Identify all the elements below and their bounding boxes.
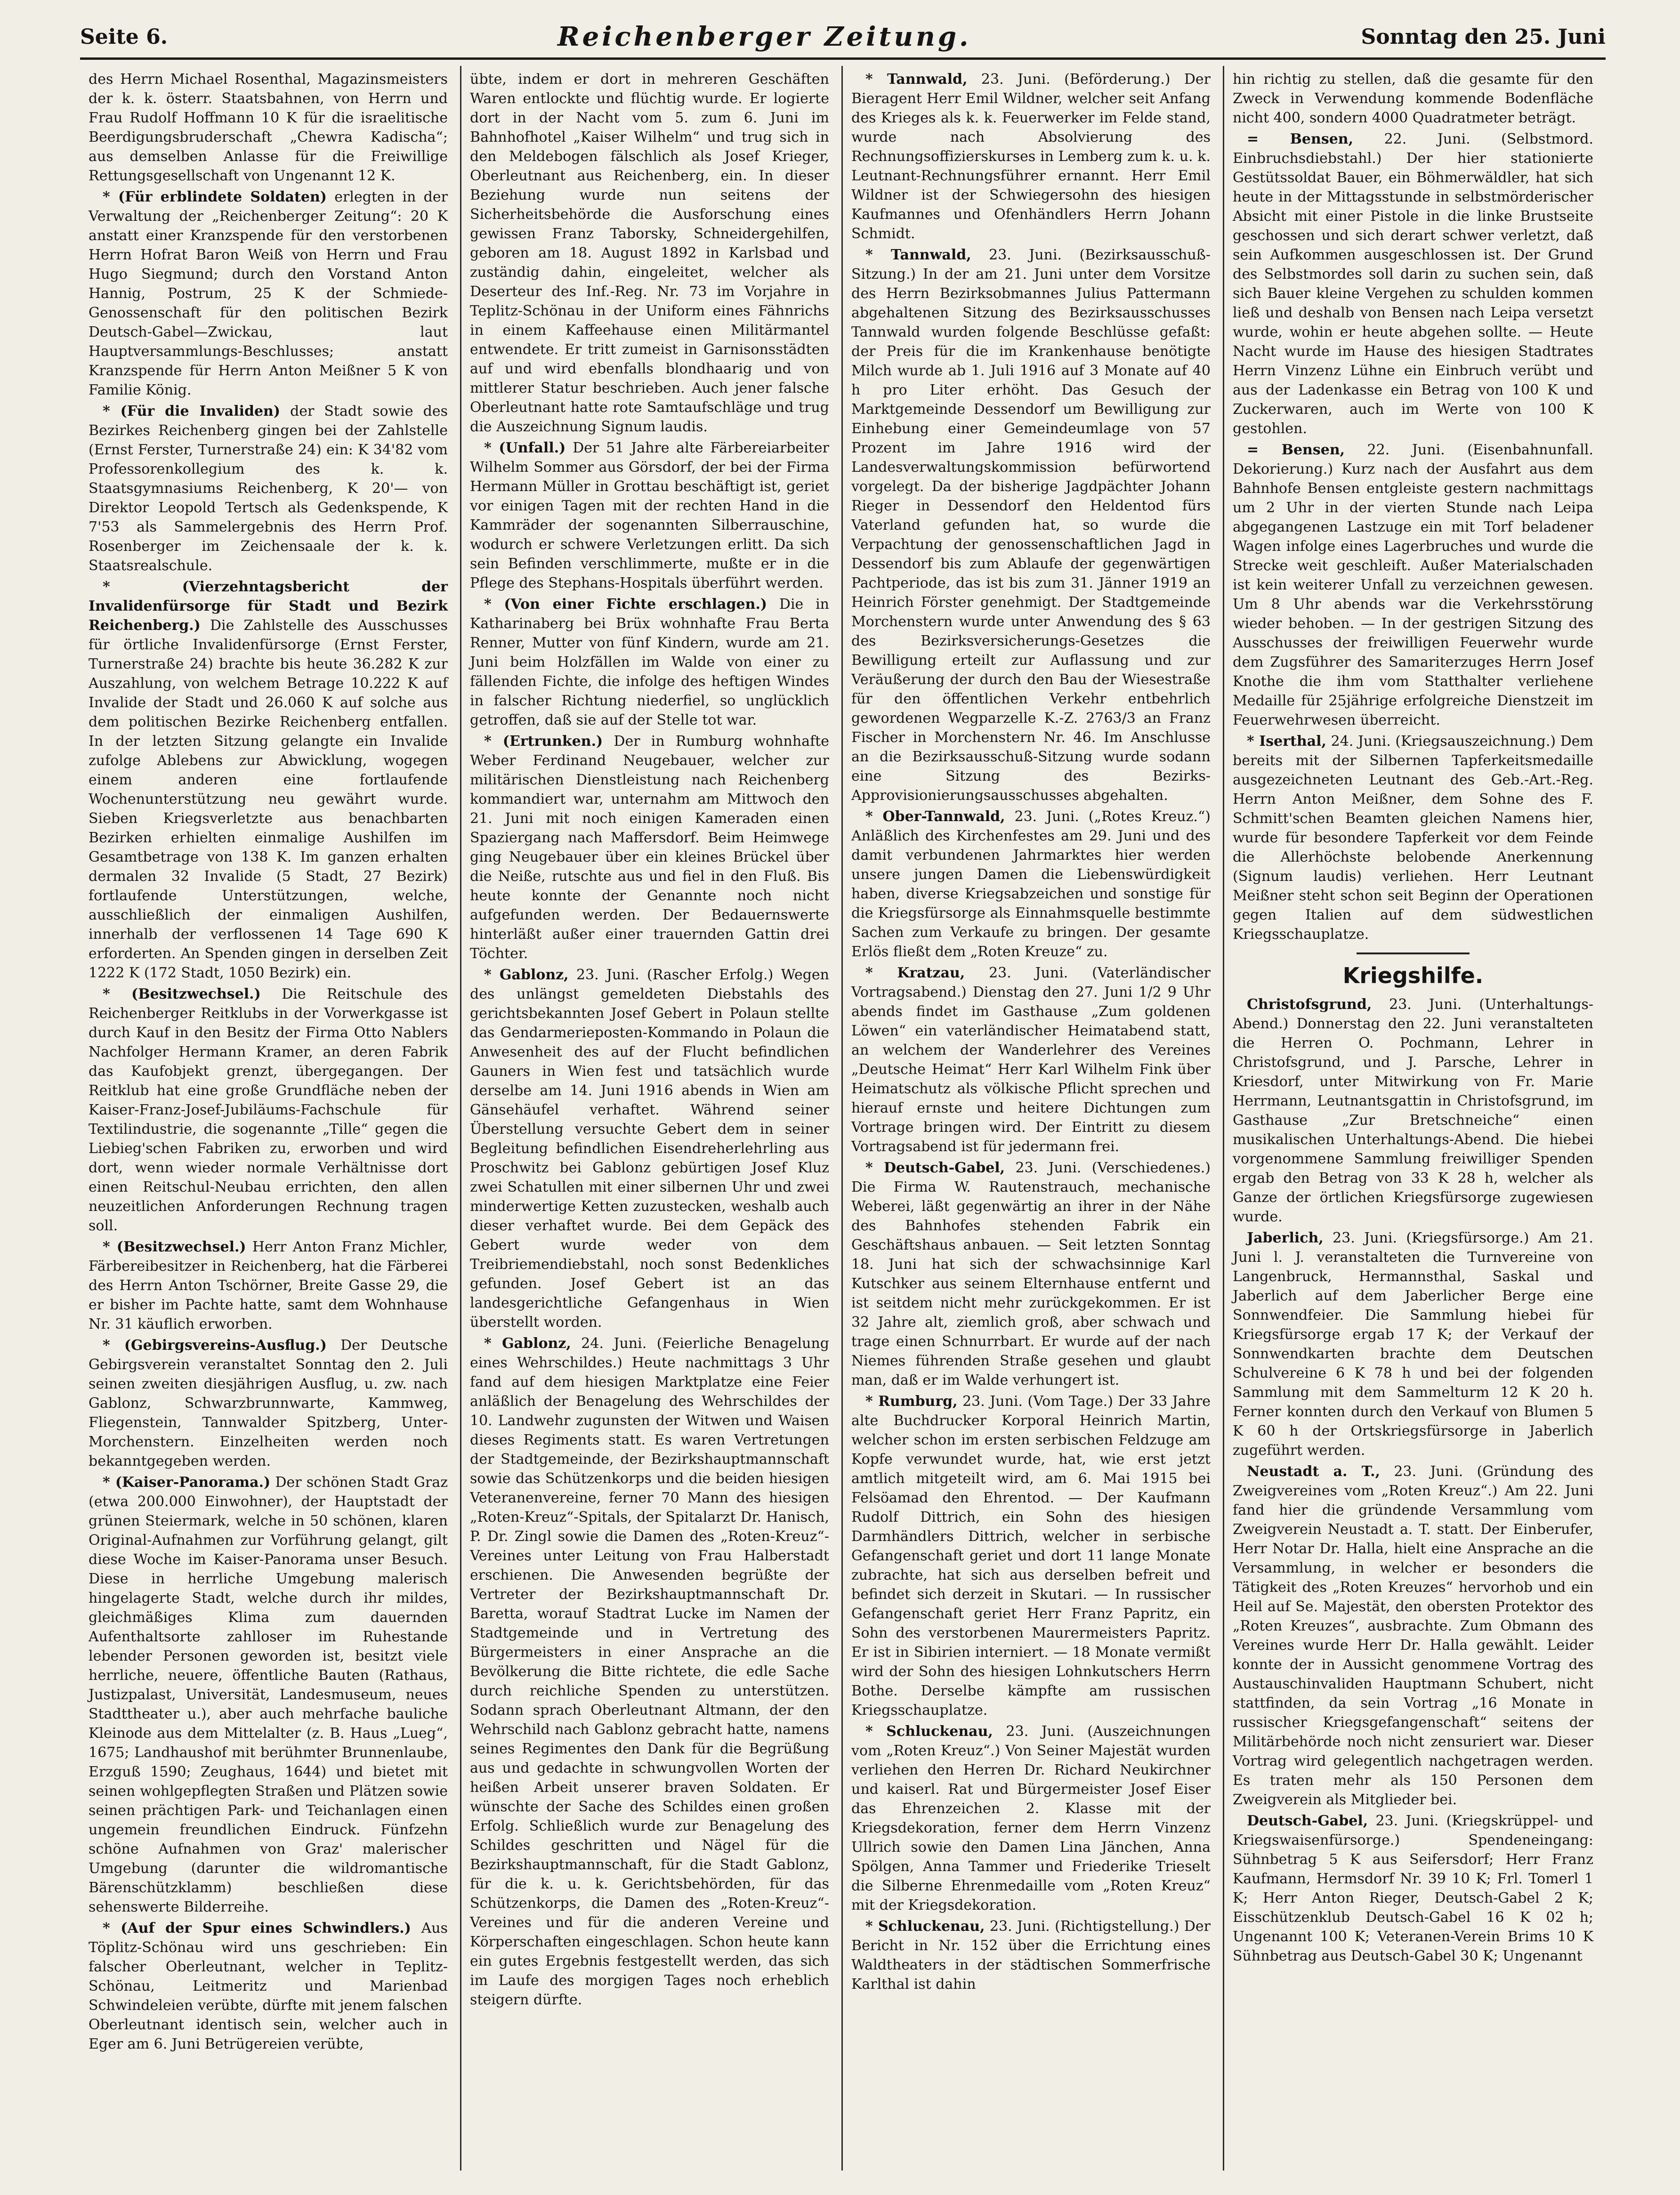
article-text: erlegten in der Verwaltung der „Reichenberger Zeitung“: 20 K anstatt einer Kranzspende für den verstorbenen Herrn Hofrat Baron Weiß von Herrn und Frau Hugo Siegmund; durch den Vorstand Anton Hannig, Postrum, 25 K der Schmiede-Genossenschaft für den politischen Bezirk Deutsch-Gabel—Zwickau, laut Hauptversammlungs-Beschlusses; anstatt Kranzspende für Herrn Anton Meißner 5 K von Familie König. bbox=[89, 189, 448, 398]
article-text: 23. Juni. (Kriegsfürsorge.) Am 21. Juni l. J. veranstalteten die Turnvereine von Langenbruck, Hermannsthal, Saskal und Jaberlich auf dem Jaberlicher Berge eine Sonnwendfeier. Die Sammlung hiebei für Kriegsfürsorge ergab 17 K; der Verkauf der Sonnwendkarten brachte dem Deutschen Schulvereine 6 K 78 h und bei der folgenden Sammlung mit dem Sammelturm 12 K 20 h. Ferner konnten durch den Verkauf von Blumen 5 K 60 h der Ortskriegsfürsorge in Jaberlich zugeführt werden. bbox=[1233, 1230, 1593, 1459]
article-text: Der 51 Jahre alte Färbereiarbeiter Wilhelm Sommer aus Görsdorf, der bei der Firma Hermann Müller in Grottau beschäftigt ist, geriet vor einigen Tagen mit der rechten Hand in die Kammräder der sogenannten Silberrauschine, wodurch er schwere Verletzungen erlitt. Da sich sein Befinden verschlimmerte, mußte er in die Pflege des Stephans-Hospitals überführt werden. bbox=[470, 440, 830, 591]
article-paragraph bbox=[851, 245, 1211, 805]
article-heading: * Kratzau, bbox=[865, 965, 965, 981]
article-paragraph bbox=[89, 187, 448, 400]
article-heading: * Gablonz, bbox=[484, 967, 569, 983]
article-text: Aus Töplitz-Schönau wird uns geschrieben: Ein falscher Oberleutnant, welcher in Teplitz-Schönau, Leitmeritz und Marienbad Schwindeleien verübte, dürfte mit jenem falschen Oberleutnant identisch sein, welcher auch in Eger am 6. Juni Betrügereien verübte, bbox=[89, 1920, 448, 2052]
article-text: 23. Juni. (Rascher Erfolg.) Wegen des unlängst gemeldeten Diebstahls des gerichtsbekannten Josef Gebert in Polaun stellte das Gendarmerieposten-Kommando in Polaun die Anwesenheit des auf der Flucht befindlichen Gauners in Wien fest und tatsächlich wurde derselbe am 14. Juni 1916 abends in Wien am Gänsehäufel verhaftet. Während seiner Überstellung versuchte Gebert dem in seiner Begleitung befindlichen Eisendreherlehrling aus Proschwitz bei Gablonz gebürtigen Josef Kluz zwei Schatullen mit einer silbernen Uhr und zwei minderwertige Ketten zuzustecken, weshalb auch dieser verhaftet wurde. Bei dem Gepäck des Gebert wurde weder von dem Treibriemendiebstahl, noch sonst Bedenkliches gefunden. Josef Gebert ist an das landesgerichtliche Gefangenhaus in Wien überstellt worden. bbox=[470, 967, 830, 1331]
article-text: 24. Juni. (Kriegsauszeichnung.) Dem bereits mit der Silbernen Tapferkeitsmedaille ausgezeichneten Leutnant des Geb.-Art.-Reg. Herrn Anton Meißner, dem Sohne des F. Schmitt'schen Beamten gleichen Namens hier, wurde für besondere Tapferkeit vor dem Feinde die Allerhöchste belobende Anerkennung (Signum laudis) verliehen. Herr Leutnant Meißner steht schon seit Beginn der Operationen gegen Italien auf dem südwestlichen Kriegsschauplatze. bbox=[1233, 733, 1593, 943]
article-paragraph bbox=[851, 963, 1211, 1156]
article-paragraph bbox=[1233, 70, 1593, 128]
article-text: 22. Juni. (Eisenbahnunfall. Dekorierung.) Kurz nach der Ausfahrt aus dem Bahnhofe Bensen entgleiste gestern nachmittags um 2 Uhr in der vierten Stunde nach Leipa abgegangenen Lastzuge ein mit Torf beladener Wagen infolge eines Lagerbruches und wurde die Strecke weit geschleift. Außer Materialschaden ist kein weiterer Unfall zu verzeichnen gewesen. Um 8 Uhr abends war die Verkehrsstörung wieder behoben. — In der gestrigen Sitzung des Ausschusses der freiwilligen Feuerwehr wurde dem Zugsführer des Samariterzuges Herrn Josef Knothe die ihm vom Statthalter verliehene Medaille für 25jährige erfolgreiche Dienstzeit im Feuerwehrwesen überreicht. bbox=[1233, 442, 1593, 728]
article-heading: * Tannwald, bbox=[865, 247, 971, 263]
article-text: 23. Juni. (Auszeichnungen vom „Roten Kreuz“.) Von Seiner Majestät wurden verliehen den Herren Dr. Richard Neukirchner und kaiserl. Rat und Bürgermeister Josef Eiser das Ehrenzeichen 2. Klasse mit der Kriegsdekoration, ferner dem Herrn Vinzenz Ullrich sowie den Damen Lina Jänchen, Anna Spölgen, Anna Tammer und Friederike Trieselt die Silberne Ehrenmedaille vom „Roten Kreuz“ mit der Kriegsdekoration. bbox=[851, 1723, 1211, 1913]
article-text: übte, indem er dort in mehreren Geschäften Waren entlockte und flüchtig wurde. Er logierte dort in der Nacht vom 5. zum 6. Juni im Bahnhofhotel „Kaiser Wilhelm“ und trug sich in den Meldebogen fälschlich als Josef Krieger, Oberleutnant aus Reichenberg, ein. In dieser Beziehung wurde nun seitens der Sicherheitsbehörde die Ausforschung eines gewissen Franz Taborsky, Schneidergehilfen, geboren am 18. August 1892 in Karlsbad und zuständig dahin, eingeleitet, welcher als Deserteur des Inf.-Reg. Nr. 73 im Vorjahre in Teplitz-Schönau in der Uniform eines Fähnrichs in einem Kaffeehause einen Militärmantel entwendete. Er tritt zumeist in Garnisonsstädten auf und wird ebenfalls blondhaarig und von mittlerer Statur beschrieben. Auch jener falsche Oberleutnant hatte rote Samtaufschläge und trug die Auszeichnung Signum laudis. bbox=[470, 71, 829, 435]
issue-date: Sonntag den 25. Juni bbox=[1361, 24, 1606, 49]
newspaper-title: Reichenberger Zeitung. bbox=[557, 21, 971, 52]
article-paragraph bbox=[470, 1334, 829, 2009]
article-heading: Deutsch-Gabel, bbox=[1247, 1813, 1368, 1829]
article-paragraph bbox=[1233, 440, 1593, 730]
article-paragraph bbox=[851, 1722, 1211, 1915]
article-text: des Herrn Michael Rosenthal, Magazinsmeisters der k. k. österr. Staatsbahnen, von Herrn und Frau Rudolf Hoffmann 10 K für die israelitische Beerdigungsbruderschaft „Chewra Kadischa“; aus demselben Anlasse für die Freiwillige Rettungsgesellschaft von Ungenannt 12 K. bbox=[89, 71, 448, 184]
column-4 bbox=[1224, 66, 1606, 2171]
article-paragraph bbox=[470, 70, 829, 436]
article-text: 23. Juni. (Gründung des Zweigvereines vom „Roten Kreuz“.) Am 22. Juni fand hier die gründende Versammlung vom Zweigverein Neustadt a. T. statt. Der Einberufer, Herr Notar Dr. Halla, hielt eine Ansprache an die Versammlung, in welcher er besonders die Tätigkeit des „Roten Kreuzes“ hervorhob und ein Heil auf Se. Majestät, den obersten Protektor des „Roten Kreuzes“, ausbrachte. Zum Obmann des Vereines wurde Herr Dr. Halla gewählt. Leider konnte der in Aussicht genommene Vortrag des Austauschinvaliden Hauptmann Schubert, nicht stattfinden, da sein Vortrag „16 Monate in russischer Kriegsgefangenschaft“ seitens der Militärbehörde noch nicht zensuriert war. Dieser Vortrag wird gelegentlich nachgetragen werden. Es traten mehr als 150 Personen dem Zweigverein als Mitglieder bei. bbox=[1233, 1463, 1593, 1808]
section-separator bbox=[1357, 952, 1470, 954]
article-paragraph bbox=[1233, 1228, 1593, 1460]
article-text: 23. Juni. (Unterhaltungs-Abend.) Donnerstag den 22. Juni veranstalteten die Herren O. Pochmann, Lehrer in Christofsgrund, und J. Parsche, Lehrer in Kriesdorf, unter Mitwirkung von Fr. Marie Herrmann, Leutnantsgattin in Christofsgrund, im Gasthause „Zur Bretschneiche“ einen musikalischen Unterhaltungs-Abend. Die hiebei vorgenommene Sammlung freiwilliger Spenden ergab den Betrag von 33 K 28 h, welcher als Ganze der örtlichen Kriegsfürsorge zugewiesen wurde. bbox=[1233, 996, 1593, 1225]
article-heading: * Iserthal, bbox=[1247, 733, 1326, 750]
article-heading: * (Ertrunken.) bbox=[484, 733, 603, 750]
article-paragraph bbox=[1233, 129, 1593, 438]
article-text: Herr Anton Franz Michler, Färbereibesitzer in Reichenberg, hat die Färberei des Herrn Anton Tschörner, Breite Gasse 29, die er bisher im Pachte hatte, samt dem Wohnhause Nr. 31 käuflich erworben. bbox=[89, 1239, 448, 1332]
article-paragraph bbox=[851, 1917, 1211, 1994]
page-header bbox=[80, 18, 1606, 56]
article-paragraph bbox=[851, 1392, 1211, 1720]
article-text: Der schönen Stadt Graz (etwa 200.000 Einwohner), der Hauptstadt der grünen Steiermark, welche in 50 schönen, klaren Original-Aufnahmen zur Vorführung gelangt, gilt diese Woche im Kaiser-Panorama unser Besuch. Diese in herrliche Umgebung malerisch hingelagerte Stadt, welche durch ihr mildes, gleichmäßiges Klima zum dauernden Aufenthaltsorte zahlloser im Ruhestande lebender Personen geworden ist, besitzt viele herrliche, neuere, öffentliche Bauten (Rathaus, Justizpalast, Universität, Landesmuseum, neues Stadttheater u.), aber auch mehrfache bauliche Kleinode aus dem Mittelalter (z. B. Haus „Lueg“, 1675; Landhaushof mit berühmter Brunnenlaube, Erzguß 1590; Zeughaus, 1644) und bietet mit seinen wohlgepflegten Straßen und Plätzen sowie seinen prächtigen Park- und Teichanlagen einen ungemein freundlichen Eindruck. Fünfzehn schöne Aufnahmen von Graz' malerischer Umgebung (darunter die wildromantische Bärenschützklamm) beschließen diese sehenswerte Bilderreihe. bbox=[89, 1474, 448, 1915]
article-text: Die Reitschule des Reichenberger Reitklubs in der Vorwerkgasse ist durch Kauf in den Besitz der Firma Otto Nablers Nachfolger Hermann Kramer, an deren Fabrik das Kaufobjekt grenzt, übergegangen. Der Reitklub hat eine große Grundfläche neben der Kaiser-Franz-Josef-Jubiläums-Fachschule für Textilindustrie, die sogenannte „Tille“ gegen die Liebieg'schen Fabriken zu, erworben und wird dort, wenn wieder normale Verhältnisse dort einen Reitschul-Neubau errichten, den allen neuzeitlichen Anforderungen Rechnung tragen soll. bbox=[89, 986, 448, 1234]
article-heading: * Schluckenau, bbox=[865, 1723, 993, 1740]
article-heading: * Gablonz, bbox=[484, 1335, 571, 1352]
column-3 bbox=[843, 66, 1224, 2171]
page-number: Seite 6. bbox=[80, 24, 168, 49]
article-text: 24. Juni. (Feierliche Benagelung eines Wehrschildes.) Heute nachmittags 3 Uhr fand auf dem hiesigen Marktplatze eine Feier anläßlich der Benagelung des Wehrschildes der 10. Landwehr zugunsten der Witwen und Waisen dieses Regiments statt. Es waren Vertretungen der Stadtgemeinde, der Bezirkshauptmannschaft sowie das Schützenkorps und die beiden hiesigen Veteranenvereine, ferner 70 Mann des hiesigen „Roten-Kreuz“-Spitals, der Spitalarzt Dr. Hanisch, P. Dr. Zingl sowie die Damen des „Roten-Kreuz“-Vereines unter Leitung von Frau Halberstadt erschienen. Die Anwesenden begrüßte der Vertreter der Bezirkshauptmannschaft Dr. Baretta, worauf Stadtrat Lucke im Namen der Stadtgemeinde und in Vertretung des Bürgermeisters in einer Ansprache an die Bevölkerung die Bitte richtete, die edle Sache durch reichliche Spenden zu unterstützen. Sodann sprach Oberleutnant Altmann, der den Wehrschild nach Gablonz gebracht hatte, namens seines Regimentes den Dank für die Begrüßung aus und gedachte in schwungvollen Worten der heißen Arbeit unserer braven Soldaten. Er wünschte der Sache des Schildes einen großen Erfolg. Schließlich wurde zur Benagelung des Schildes geschritten und Nägel für die Bezirkshauptmannschaft, für die Stadt Gablonz, für die k. u. k. Gerichtsbehörden, für das Schützenkorps, die Damen des „Roten-Kreuz“-Vereines und für die anderen Vereine und Körperschaften eingeschlagen. Schon heute kann ein gutes Ergebnis festgestellt werden, das sich im Laufe des morgigen Tages noch erheblich steigern dürfte. bbox=[470, 1335, 829, 2008]
article-heading: * (Besitzwechsel.) bbox=[103, 1239, 246, 1255]
article-heading: * (Für die Invaliden) bbox=[103, 403, 281, 420]
article-paragraph bbox=[470, 595, 829, 730]
article-paragraph bbox=[1233, 1462, 1593, 1809]
article-text: 23. Juni. (Richtigstellung.) Der Bericht in Nr. 152 über die Errichtung eines Waldtheaters in der städtischen Sommerfrische Karlthal ist dahin bbox=[851, 1918, 1211, 1993]
article-heading: * Schluckenau, bbox=[865, 1918, 985, 1935]
article-heading: * (Besitzwechsel.) bbox=[103, 986, 261, 1002]
article-heading: Jaberlich, bbox=[1247, 1230, 1324, 1246]
article-heading: = Bensen, bbox=[1247, 442, 1345, 458]
article-paragraph bbox=[89, 985, 448, 1235]
article-paragraph bbox=[1233, 995, 1593, 1227]
article-text: 23. Juni. (Beförderung.) Der Bieragent Herr Emil Wildner, welcher seit Anfang des Krieges als k. k. Feuerwerker im Felde stand, wurde nach Absolvierung des Rechnungsoffizierskurses in Lemberg zum k. u. k. Leutnant-Rechnungsführer ernannt. Herr Emil Wildner ist der Schwiegersohn des hiesigen Kaufmannes und Ofenhändlers Herrn Johann Schmidt. bbox=[851, 71, 1211, 242]
column-2 bbox=[461, 66, 843, 2171]
article-text: Der Deutsche Gebirgsverein veranstaltet Sonntag den 2. Juli seinen zweiten diesjährigen Ausflug, u. zw. nach Gablonz, Schwarzbrunnwarte, Kammweg, Fliegenstein, Tannwalder Spitzberg, Unter-Morchenstern. Einzelheiten werden noch bekanntgegeben werden. bbox=[89, 1337, 448, 1469]
article-text: 23. Juni. (Verschiedenes.) Die Firma W. Rautenstrauch, mechanische Weberei, läßt gegenwärtig an ihrer in der Nähe des Bahnhofes stehenden Fabrik ein Geschäftshaus anbauen. — Seit letzten Sonntag 18. Juni hat sich der schwachsinnige Karl Kutschker aus seinem Elternhause entfernt und ist seitdem nicht mehr zurückgekommen. Er ist 32 Jahre alt, ziemlich groß, aber schwach und trage einen Schnurrbart. Er wurde auf der nach Niemes führenden Straße gesehen und glaubt man, daß er im Walde verhungert ist. bbox=[851, 1160, 1211, 1388]
article-heading: * (Vierzehntagsbericht der Invalidenfürsorge für Stadt und Bezirk Reichenberg.) bbox=[89, 579, 448, 634]
header-rule bbox=[80, 57, 1606, 60]
article-paragraph bbox=[470, 438, 829, 593]
article-paragraph bbox=[89, 1919, 448, 2054]
article-paragraph bbox=[851, 70, 1211, 243]
article-heading: = Bensen, bbox=[1247, 131, 1354, 147]
article-heading: * Deutsch-Gabel, bbox=[865, 1160, 1005, 1176]
article-paragraph bbox=[470, 965, 829, 1332]
article-heading: * (Auf der Spur eines Schwindlers.) bbox=[103, 1920, 411, 1937]
article-heading: * (Von einer Fichte erschlagen.) bbox=[484, 596, 767, 613]
article-heading: * (Kaiser-Panorama.) bbox=[103, 1474, 271, 1491]
text-columns bbox=[80, 66, 1606, 2171]
article-heading: Neustadt a. T., bbox=[1247, 1463, 1381, 1480]
article-text: Die in Katharinaberg bei Brüx wohnhafte Frau Berta Renner, Mutter von fünf Kindern, wurde am 21. Juni beim Holzfällen im Walde von einer zu fällenden Fichte, die infolge des heftigen Windes in falscher Richtung niederfiel, so unglücklich getroffen, daß sie auf der Stelle tot war. bbox=[470, 596, 829, 728]
section-title: Kriegshilfe. bbox=[1342, 963, 1484, 988]
article-paragraph bbox=[1233, 732, 1593, 944]
article-paragraph bbox=[89, 70, 448, 186]
article-heading: * (Für erblindete Soldaten) bbox=[103, 189, 327, 205]
article-paragraph bbox=[89, 1473, 448, 1917]
article-heading: * Rumburg, bbox=[865, 1393, 958, 1410]
article-paragraph bbox=[89, 1336, 448, 1471]
article-paragraph bbox=[470, 732, 829, 963]
article-text: 23. Juni. (Bezirksausschuß-Sitzung.) In der am 21. Juni unter dem Vorsitze des Herrn Bezirksobmannes Julius Pattermann abgehaltenen Sitzung des Bezirksausschusses Tannwald wurden folgende Beschlüsse gefaßt: der Preis für die im Krankenhause benötigte Milch wurde ab 1. Juli 1916 auf 3 Monate auf 40 h pro Liter erhöht. Das Gesuch der Marktgemeinde Dessendorf um Bewilligung zur Einhebung einer Gemeindeumlage von 57 Prozent im Jahre 1916 wird der Landesverwaltungskommission befürwortend vorgelegt. Da der bisherige Jagdpächter Johann Rieger in Dessendorf den Heldentod fürs Vaterland gefunden hat, so wurde die Verpachtung der genossenschaftlichen Jagd in Dessendorf bis zum Ablaufe der gegenwärtigen Pachtperiode, das ist bis zum 31. Jänner 1919 an Heinrich Förster genehmigt. Der Stadtgemeinde Morchenstern wurde unter Anwendung des § 63 des Bezirksversicherungs-Gesetzes die Bewilligung erteilt zur Auflassung und zur Veräußerung der durch den Bau der Wiesestraße für den öffentlichen Verkehr entbehrlich gewordenen Wegparzelle K.-Z. 2763/3 an Franz Fischer in Morchenstern Nr. 46. Im Anschlusse an die Bezirksausschuß-Sitzung wurde sodann eine Sitzung des Bezirks-Approvisionierungsausschusses abgehalten. bbox=[851, 247, 1211, 804]
article-text: Der in Rumburg wohnhafte Weber Ferdinand Neugebauer, welcher zur militärischen Dienstleistung nach Reichenberg kommandiert war, unternahm am Mittwoch den 21. Juni mit noch einigen Kameraden einen Spaziergang nach Maffersdorf. Beim Heimwege ging Neugebauer über ein kleines Brückel über die Neiße, rutschte aus und fiel in den Fluß. Bis heute konnte der Genannte noch nicht aufgefunden werden. Der Bedauernswerte hinterläßt außer einer trauernden Gattin drei Töchter. bbox=[470, 733, 829, 962]
article-heading: * Tannwald, bbox=[865, 71, 968, 88]
article-paragraph bbox=[89, 577, 448, 983]
article-heading: * Ober-Tannwald, bbox=[865, 808, 1005, 825]
article-heading: * (Gebirgsvereins-Ausflug.) bbox=[103, 1337, 327, 1354]
article-text: hin richtig zu stellen, daß die gesamte für den Zweck in Verwendung kommende Bodenfläche nicht 400, sondern 4000 Quadratmeter beträgt. bbox=[1233, 71, 1593, 126]
article-text: 23. Juni. („Rotes Kreuz.“) Anläßlich des Kirchenfestes am 29. Juni und des damit verbundenen Jahrmarktes hier werden unsere jungen Damen die Liebenswürdigkeit haben, diverse Kriegsabzeichen und sonstige für die Kriegsfürsorge als Einnahmsquelle bestimmte Sachen zum Verkaufe zu bringen. Der gesamte Erlös fließt dem „Roten Kreuze“ zu. bbox=[851, 808, 1211, 960]
article-text: 23. Juni. (Vaterländischer Vortragsabend.) Dienstag den 27. Juni 1/2 9 Uhr abends findet im Gasthause „Zum goldenen Löwen“ ein vaterländischer Heimatabend statt, an welchem der Wanderlehrer des Vereines „Deutsche Heimat“ Herr Karl Wilhelm Fink über Heimatschutz als völkische Pflicht sprechen und hierauf ernste und heitere Dichtungen zum Vortrage bringen wird. Der Eintritt zu diesem Vortragsabend ist für jedermann frei. bbox=[851, 965, 1211, 1155]
article-text: der Stadt sowie des Bezirkes Reichenberg gingen bei der Zahlstelle (Ernst Ferster, Turnerstraße 24) ein: K 34'82 vom Professorenkollegium des k. k. Staatsgymnasiums Reichenberg, K 20'— von Direktor Leopold Tertsch als Gedenkspende, K 7'53 als Sammelergebnis des Herrn Prof. Rosenberger im Zeichensaale der k. k. Staatsrealschule. bbox=[89, 403, 448, 574]
article-text: 23. Juni. (Kriegskrüppel- und Kriegswaisenfürsorge.) Spendeneingang: Sühnbetrag 5 K aus Seifersdorf; Herr Franz Kaufmann, Hermsdorf Nr. 39 10 K; Frl. Tomerl 1 K; Herr Anton Rieger, Deutsch-Gabel 2 K; Eisschützenklub Deutsch-Gabel 16 K 02 h; Ungenannt 100 K; Veteranen-Verein Brims 10 K Sühnbetrag aus Deutsch-Gabel 30 K; Ungenannt bbox=[1233, 1813, 1593, 1964]
article-text: 22. Juni. (Selbstmord. Einbruchsdiebstahl.) Der hier stationierte Gestütssoldat Bauer, ein Böhmerwäldler, hat sich heute in der Mittagsstunde in selbstmörderischer Absicht mit einer Pistole in die linke Brustseite geschossen und sich derart schwer verletzt, daß sein Aufkommen ausgeschlossen ist. Der Grund des Selbstmordes soll darin zu suchen sein, daß sich Bauer kleine Vergehen zu schulden kommen ließ und deshalb von Bensen nach Leipa versetzt wurde, wohin er heute abgehen sollte. — Heute Nacht wurde im Hause des hiesigen Stadtrates Herrn Vinzenz Lühne ein Einbruch verübt und aus der Ladenkasse ein Betrag von 100 K und Zuckerwaren, auch im Werte von 100 K gestohlen. bbox=[1233, 131, 1593, 437]
column-1 bbox=[80, 66, 461, 2171]
article-paragraph bbox=[851, 807, 1211, 961]
article-heading: * (Unfall.) bbox=[484, 440, 566, 456]
article-text: 23. Juni. (Vom Tage.) Der 33 Jahre alte Buchdrucker Korporal Heinrich Martin, welcher schon im ersten serbischen Feldzuge am Kopfe verwundet wurde, hat, wie erst jetzt amtlich mitgeteilt wird, am 6. Mai 1915 bei Felsöamad den Ehrentod. — Der Kaufmann Rudolf Dittrich, ein Sohn des hiesigen Darmhändlers Dittrich, welcher in serbische Gefangenschaft geriet und dort 11 lange Monate zubrachte, hat sich aus derselben befreit und befindet sich derzeit in Skutari. — In russischer Gefangenschaft geriet Herr Franz Papritz, ein Sohn des verstorbenen Maurermeisters Papritz. Er ist in Sibirien interniert. — 18 Monate vermißt wird der Sohn des hiesigen Lohnkutschers Herrn Bothe. Derselbe kämpfte am russischen Kriegsschauplatze. bbox=[851, 1393, 1211, 1719]
article-paragraph bbox=[89, 1237, 448, 1334]
article-paragraph bbox=[851, 1158, 1211, 1390]
article-paragraph bbox=[89, 402, 448, 575]
article-heading: Christofsgrund, bbox=[1247, 996, 1372, 1013]
article-text: Die Zahlstelle des Ausschusses für örtliche Invalidenfürsorge (Ernst Ferster, Turnerstraße 24) brachte bis heute 36.282 K zur Auszahlung, von welchem Betrage 10.222 K auf Invalide der Stadt und 26.060 K auf solche aus dem politischen Bezirke Reichenberg entfallen. In der letzten Sitzung gelangte ein Invalide zufolge Ablebens zur Abwicklung, wogegen einem anderen eine fortlaufende Wochenunterstützung neu gewährt wurde. Sieben Kriegsverletzte aus benachbarten Bezirken erhielten einmalige Aushilfen im Gesamtbetrage von 138 K. Im ganzen erhalten dermalen 32 Invalide (5 Stadt, 27 Bezirk) fortlaufende Unterstützungen, welche, ausschließlich der einmaligen Aushilfen, innerhalb der verflossenen 14 Tage 690 K erforderten. An Spenden gingen in derselben Zeit 1222 K (172 Stadt, 1050 Bezirk) ein. bbox=[89, 617, 448, 981]
article-paragraph bbox=[1233, 1811, 1593, 1966]
